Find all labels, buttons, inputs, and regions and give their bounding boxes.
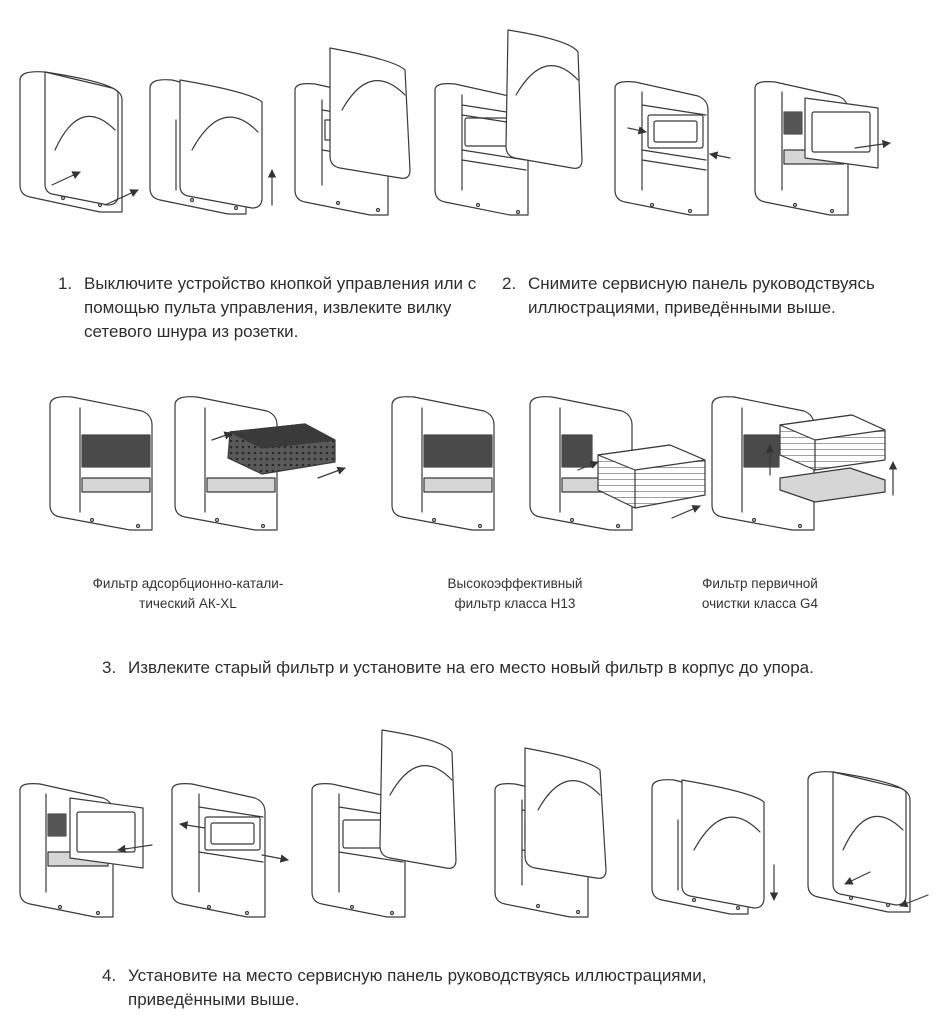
unit-panel-lift-3 bbox=[295, 48, 410, 215]
unit-closed-1 bbox=[20, 72, 138, 212]
unit-grille-clips-2 bbox=[172, 784, 288, 917]
filter-label-carbon: Фильтр адсорбционно-катали-тический АК-XL bbox=[92, 576, 284, 611]
unit-h13-removed bbox=[530, 397, 705, 530]
unit-panel-down-5 bbox=[652, 780, 774, 914]
step-3-number: 3. bbox=[102, 658, 117, 677]
filter-label-g4: Фильтр первичной очистки класса G4 bbox=[701, 576, 819, 611]
unit-carbon-removed bbox=[175, 397, 345, 530]
step-2-text: Снимите сервисную панель руководствуясь иллюстрациями, приведёнными выше. bbox=[528, 274, 875, 317]
filter-label-h13: Высокоэффективный фильтр класса H13 bbox=[447, 576, 583, 611]
unit-carbon-in-place bbox=[50, 397, 152, 530]
step-3-text: Извлеките старый фильтр и установите на его место новый фильтр в корпус до упора. bbox=[128, 658, 814, 677]
unit-h13-in-place bbox=[392, 397, 494, 530]
unit-grille-out-6 bbox=[755, 82, 890, 215]
unit-g4-removed bbox=[712, 397, 893, 530]
unit-grille-in-1 bbox=[20, 784, 152, 917]
unit-panel-removed-4 bbox=[435, 30, 582, 215]
unit-panel-hook-4 bbox=[495, 748, 606, 917]
unit-grille-clips-5 bbox=[615, 82, 730, 215]
unit-panel-tilt-2 bbox=[150, 80, 272, 214]
step-1-text: Выключите устройство кнопкой управления или с помощью пульта управления, извлеките вилку сетевого шнура из розетки. bbox=[84, 274, 477, 341]
step-4-number: 4. bbox=[102, 966, 117, 985]
step-2-number: 2. bbox=[502, 274, 517, 293]
step-1-number: 1. bbox=[58, 274, 73, 293]
unit-closed-6 bbox=[808, 772, 928, 912]
unit-panel-approach-3 bbox=[312, 730, 456, 917]
step-4-text: Установите на место сервисную панель руководствуясь иллюстрациями, приведёнными выше. bbox=[128, 966, 707, 1009]
